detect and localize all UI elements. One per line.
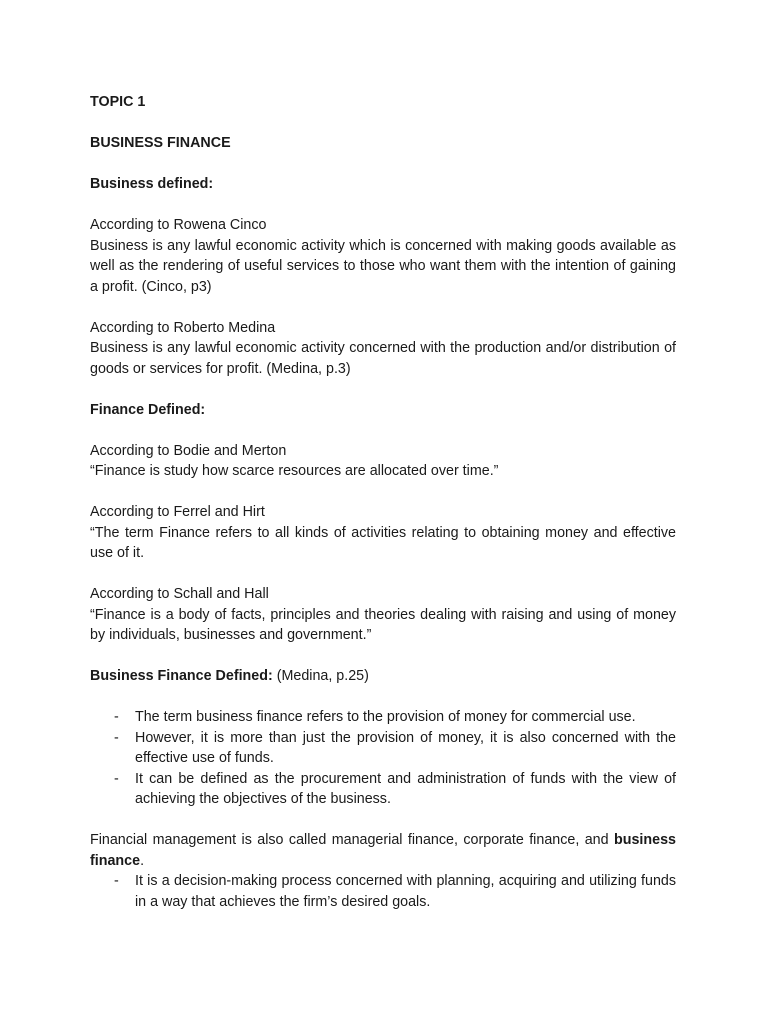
list-item-text: It can be defined as the procurement and administration of funds with the view of achieving the objectives of the business. (135, 770, 676, 807)
definition-source: According to Ferrel and Hirt (90, 504, 265, 520)
business-finance-citation: (Medina, p.25) (272, 668, 369, 684)
dash-bullet: - (114, 729, 119, 746)
definition-text: “Finance is a body of facts, principles and theories dealing with raising and using of money by individuals, businesses and government.” (90, 606, 676, 643)
definition-text: Business is any lawful economic activity concerned with the production and/or distribution of goods or services for profit. (Medina, p.3) (90, 340, 676, 377)
definition-source: According to Bodie and Merton (90, 442, 287, 459)
dash-bullet: - (114, 709, 119, 725)
business-finance-defined-heading: Business Finance Defined: (90, 668, 273, 684)
finance-defined-heading: Finance Defined: (90, 401, 206, 418)
definition-text: “The term Finance refers to all kinds of activities relating to obtaining money and effective use of it. (90, 524, 676, 561)
financial-management-bullet-list (90, 871, 676, 912)
financial-management-paragraph (90, 830, 676, 871)
dash-bullet: - (114, 770, 119, 787)
definition-source: According to Schall and Hall (90, 586, 269, 602)
list-item-text: The term business finance refers to the provision of money for commercial use. (135, 709, 636, 725)
business-defined-heading: Business defined: (90, 176, 214, 192)
list-item (90, 769, 676, 810)
document-content (90, 92, 676, 912)
financial-management-bold-term: business finance (90, 832, 676, 869)
financial-management-text: Financial management is also called managerial finance, corporate finance, and (90, 832, 615, 848)
list-item (90, 707, 676, 728)
financial-management-end: . (140, 852, 145, 869)
dash-bullet: - (114, 873, 119, 889)
document-title: BUSINESS FINANCE (90, 135, 231, 151)
topic-label: TOPIC 1 (90, 94, 146, 110)
list-item (90, 728, 676, 769)
definition-text: “Finance is study how scarce resources are allocated over time.” (90, 463, 499, 479)
business-finance-defined-line (90, 666, 676, 687)
list-item-text: It is a decision-making process concerned with planning, acquiring and utilizing funds in a way that achieves the firm’s desired goals. (135, 873, 676, 910)
definition-text: Business is any lawful economic activity which is concerned with making goods available as well as the rendering of useful services to those who want them with the intention of gaining a profit. (Cinco, p3) (90, 237, 676, 295)
list-item-text: However, it is more than just the provision of money, it is also concerned with the effective use of funds. (135, 729, 676, 766)
definition-source: According to Rowena Cinco (90, 217, 267, 233)
list-item (90, 871, 676, 912)
definition-source: According to Roberto Medina (90, 319, 276, 336)
business-finance-bullet-list (90, 707, 676, 810)
